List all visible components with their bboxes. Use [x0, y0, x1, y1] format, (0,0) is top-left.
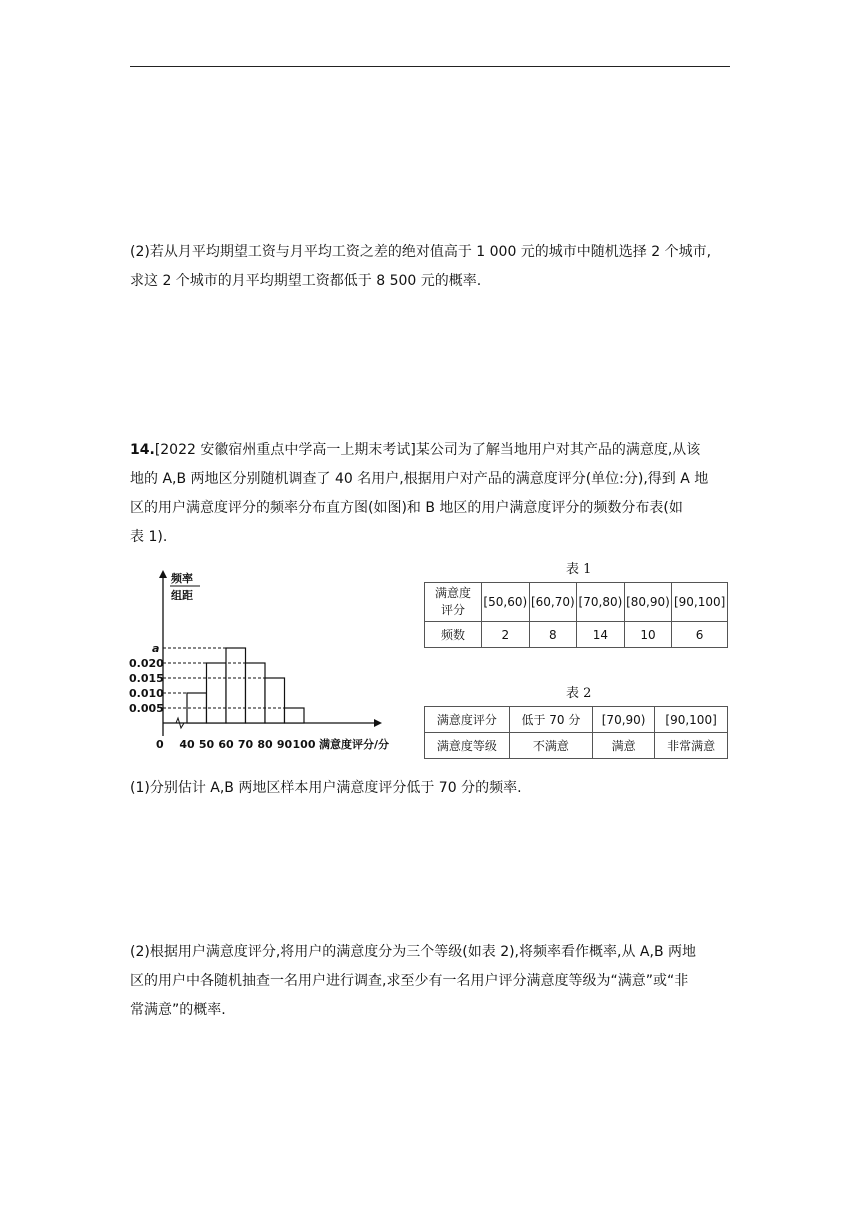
- origin-label: 0: [156, 738, 164, 751]
- table1: [424, 582, 728, 648]
- table1-interval: [80,90): [624, 583, 672, 622]
- q14-number: 14.: [130, 442, 155, 458]
- table1-row-intervals: [425, 583, 728, 622]
- histogram-bar: [207, 663, 227, 723]
- table1-count: 10: [624, 622, 672, 648]
- q13-part2: [130, 238, 730, 296]
- table2-cell: 不满意: [509, 733, 592, 759]
- table2: [424, 706, 728, 759]
- table1-count: 14: [577, 622, 625, 648]
- x-tick-label: 60: [218, 738, 234, 751]
- table1-count: 8: [529, 622, 577, 648]
- histogram-chart: [128, 568, 418, 754]
- q14-intro-line1: [2022 安徽宿州重点中学高一上期末考试]某公司为了解当地用户对其产品的满意度,从该: [154, 442, 701, 458]
- table2-cell: 低于 70 分: [509, 707, 592, 733]
- q14-sub2: [130, 938, 730, 1025]
- y-label-top: 频率: [171, 572, 193, 585]
- histogram-bar: [265, 678, 285, 723]
- table2-cell: 满意度评分: [425, 707, 510, 733]
- y-tick-label: a: [152, 642, 160, 655]
- x-tick-label: 90: [276, 738, 293, 751]
- table2-cell: 非常满意: [655, 733, 728, 759]
- x-tick-label: 70: [237, 738, 254, 751]
- q14-intro-line4: 表 1).: [130, 529, 168, 545]
- x-tick-label: 40: [179, 738, 195, 751]
- y-tick-label: 0.005: [129, 702, 164, 715]
- y-tick-label: 0.010: [129, 687, 164, 700]
- table1-interval: [70,80): [577, 583, 625, 622]
- y-axis-arrow: [159, 570, 167, 578]
- q14-sub1: (1)分别估计 A,B 两地区样本用户满意度评分低于 70 分的频率.: [130, 780, 522, 796]
- x-tick-label: 50: [198, 738, 215, 751]
- table2-cell: [70,90): [593, 707, 655, 733]
- table1-header-count: 频数: [425, 622, 482, 648]
- x-axis-label: 满意度评分/分: [319, 738, 390, 751]
- y-label-bottom: 组距: [171, 589, 193, 602]
- table1-count: 2: [482, 622, 530, 648]
- table1-interval: [50,60): [482, 583, 530, 622]
- histogram-marks: [129, 642, 316, 751]
- table1-header-score: 满意度 评分: [425, 583, 482, 622]
- table1-interval: [60,70): [529, 583, 577, 622]
- q13-part2-line1: (2)若从月平均期望工资与月平均工资之差的绝对值高于 1 000 元的城市中随机选择 2 个城市,: [130, 244, 712, 260]
- table2-caption: 表 2: [566, 686, 592, 701]
- histogram-bar: [285, 708, 305, 723]
- q14-sub2-line2: 区的用户中各随机抽查一名用户进行调查,求至少有一名用户评分满意度等级为“满意”或“非: [130, 973, 689, 989]
- table2-row-level: [425, 733, 728, 759]
- q13-part2-line2: 求这 2 个城市的月平均期望工资都低于 8 500 元的概率.: [130, 273, 482, 289]
- table1-caption: 表 1: [566, 562, 592, 577]
- q14-sub2-line3: 常满意”的概率.: [130, 1002, 226, 1018]
- y-tick-label: 0.020: [129, 657, 164, 670]
- q14-intro-line2: 地的 A,B 两地区分别随机调查了 40 名用户,根据用户对产品的满意度评分(单位:分),得到 A 地: [130, 471, 709, 487]
- y-tick-label: 0.015: [129, 672, 164, 685]
- x-axis-arrow: [374, 719, 382, 727]
- table1-count: 6: [672, 622, 728, 648]
- x-tick-label: 100: [292, 738, 316, 751]
- table2-cell: 满意度等级: [425, 733, 510, 759]
- q14-sub2-line1: (2)根据用户满意度评分,将用户的满意度分为三个等级(如表 2),将频率看作概率,从 A,B 两地: [130, 944, 696, 960]
- table2-cell: 满意: [593, 733, 655, 759]
- histogram-bar: [246, 663, 266, 723]
- table2-cell: [90,100]: [655, 707, 728, 733]
- x-tick-label: 80: [257, 738, 273, 751]
- table1-interval: [90,100]: [672, 583, 728, 622]
- histogram-bar: [226, 648, 246, 723]
- table1-row-counts: [425, 622, 728, 648]
- header-rule: [130, 66, 730, 67]
- table2-row-score: [425, 707, 728, 733]
- q14-intro-line3: 区的用户满意度评分的频率分布直方图(如图)和 B 地区的用户满意度评分的频数分布表(如: [130, 500, 683, 516]
- q14-intro: [130, 436, 730, 552]
